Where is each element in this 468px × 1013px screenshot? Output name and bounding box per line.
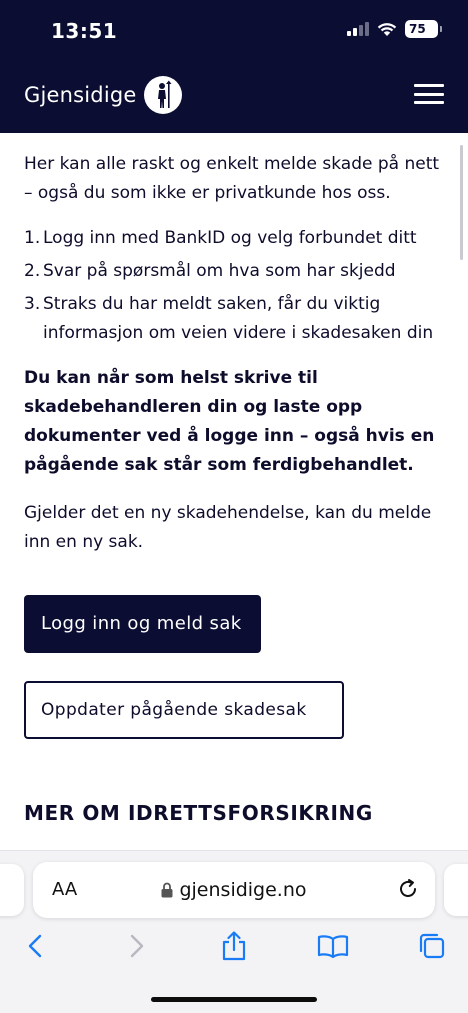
main-content — [24, 150, 444, 739]
step-number: 3. — [24, 294, 41, 314]
update-claim-label: Oppdater pågående skadesak — [41, 700, 307, 720]
address-bar[interactable] — [33, 862, 435, 918]
step-text: Logg inn med BankID og velg forbundet ditt — [43, 228, 417, 248]
forward-button[interactable] — [120, 929, 154, 963]
login-note: Du kan når som helst skrive til skadebehandleren din og laste opp dokumenter ved å logge inn – også hvis en pågående sak står som ferdigbehandlet. — [24, 368, 435, 475]
share-button[interactable] — [217, 929, 251, 963]
brand-name: Gjensidige — [24, 83, 137, 107]
intro-text: Her kan alle raskt og enkelt melde skade på nett – også du som ikke er privatkunde hos oss. — [24, 154, 440, 203]
chevron-left-icon — [28, 934, 42, 958]
list-item — [24, 224, 444, 253]
list-item — [24, 290, 444, 348]
browser-toolbar — [0, 929, 468, 969]
step-text: Straks du har meldt saken, får du viktig informasjon om veien videre i skadesaken din — [43, 294, 434, 343]
viking-logo-icon — [144, 76, 182, 114]
page-scrollbar[interactable] — [460, 145, 463, 260]
next-tab-preview[interactable] — [444, 864, 468, 916]
text-size-label: AA — [52, 879, 78, 900]
lock-icon — [161, 882, 173, 898]
status-time: 13:51 — [51, 19, 118, 43]
reload-icon[interactable] — [397, 878, 419, 900]
cellular-signal-icon — [347, 22, 369, 36]
book-icon — [317, 934, 349, 958]
battery-icon — [405, 20, 438, 38]
hamburger-menu-button[interactable] — [414, 84, 444, 104]
bookmarks-button[interactable] — [316, 929, 350, 963]
step-number: 2. — [24, 261, 41, 281]
back-button[interactable] — [18, 929, 52, 963]
login-and-report-label: Logg inn og meld sak — [41, 613, 242, 634]
site-header — [0, 0, 468, 133]
url-display[interactable] — [33, 879, 435, 901]
new-claim-note: Gjelder det en ny skadehendelse, kan du melde inn en ny sak. — [24, 503, 432, 552]
section-heading: MER OM IDRETTSFORSIKRING — [24, 801, 373, 825]
step-number: 1. — [24, 228, 41, 248]
battery-level: 75 — [409, 22, 426, 36]
home-indicator[interactable] — [151, 997, 317, 1002]
browser-bottom-bar — [0, 850, 468, 1013]
login-and-report-button[interactable] — [24, 595, 261, 653]
step-text: Svar på spørsmål om hva som har skjedd — [43, 261, 396, 281]
status-icons — [347, 20, 438, 38]
url-text: gjensidige.no — [179, 879, 307, 901]
share-icon — [221, 931, 247, 961]
brand-logo-link[interactable] — [24, 76, 182, 114]
list-item — [24, 257, 444, 286]
wifi-icon — [377, 22, 397, 37]
steps-list — [24, 224, 444, 348]
tabs-icon — [418, 932, 446, 960]
tabs-button[interactable] — [415, 929, 449, 963]
previous-tab-preview[interactable] — [0, 864, 24, 916]
chevron-right-icon — [130, 934, 144, 958]
update-claim-button[interactable] — [24, 681, 344, 739]
